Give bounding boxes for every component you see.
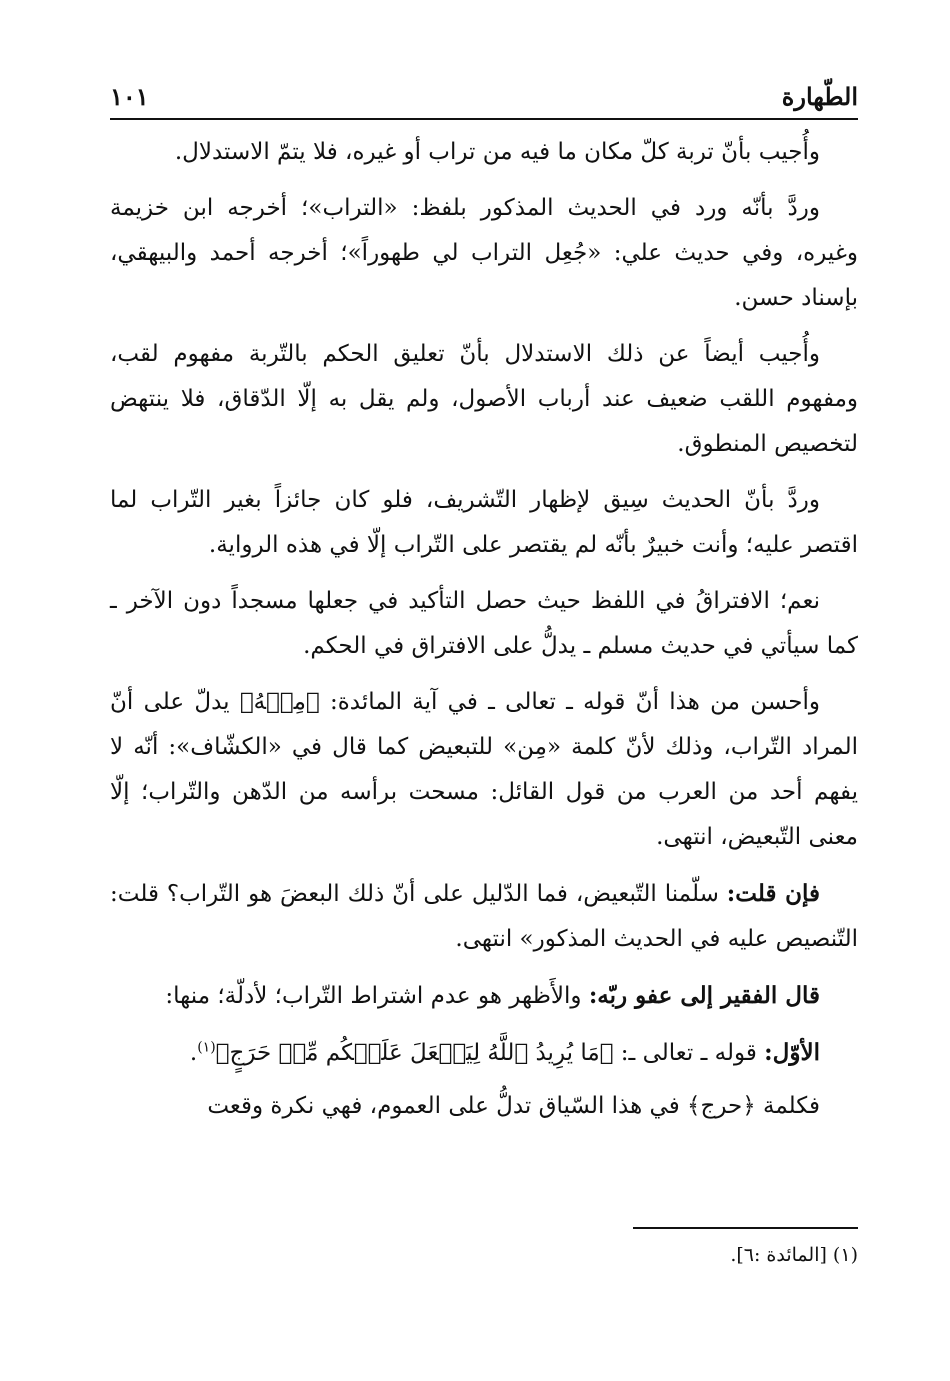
- paragraph: [110, 680, 858, 860]
- paragraph: [110, 332, 858, 467]
- paragraph-lead: قال الفقير إلى عفو ربّه:: [588, 982, 820, 1009]
- paragraph: [110, 871, 858, 962]
- paragraph: [110, 186, 858, 321]
- paragraph-text: فكلمة ﴿حرج﴾ في هذا السّياق تدلُّ على العموم، فهي نكرة وقعت: [207, 1093, 820, 1119]
- paragraph-text: وأُجيب بأنّ تربة كلّ مكان ما فيه من تراب أو غيره، فلا يتمّ الاستدلال.: [174, 139, 820, 165]
- paragraph-text: سلّمنا التّبعيض، فما الدّليل على أنّ ذلك البعضَ هو التّراب؟ قلت: التّنصيص عليه في الحديث المذكور» انتهى.: [110, 881, 858, 952]
- footnote: (١) [المائدة :٦].: [730, 1244, 858, 1266]
- paragraph: [110, 579, 858, 669]
- paragraph: [110, 130, 858, 175]
- page-number: ١٠١: [110, 82, 149, 111]
- chapter-title: الطّهارة: [781, 82, 858, 111]
- paragraph-text: نعم؛ الافتراقُ في اللفظ حيث حصل التأكيد في جعلها مسجداً دون الآخر ـ كما سيأتي في حديث مسلم ـ يدلُّ على الافتراق في الحكم.: [110, 588, 858, 659]
- paragraph-text: وردَّ بأنّ الحديث سِيق لإظهار التّشريف، فلو كان جائزاً بغير التّراب لما اقتصر عليه؛ وأنت خبيرٌ بأنّه لم يقتصر على التّراب إلّا في هذه الرواية.: [110, 487, 858, 558]
- paragraph: [110, 973, 858, 1019]
- paragraph-tail: .: [189, 1040, 198, 1066]
- page-header: [110, 82, 858, 116]
- paragraph-lead: فإن قلت:: [726, 880, 820, 907]
- paragraph-text: والأَظهر هو عدم اشتراط التّراب؛ لأدلّة؛ منها:: [165, 983, 589, 1009]
- paragraph: [110, 1030, 858, 1076]
- paragraph: [110, 1084, 858, 1129]
- header-divider: [110, 118, 858, 120]
- paragraph-lead: الأوّل:: [764, 1039, 820, 1066]
- footnote-marker: (١): [197, 1039, 216, 1056]
- footnote-divider: [633, 1227, 858, 1229]
- page-body: [110, 130, 858, 1140]
- paragraph-text: قوله ـ تعالى ـ: ﴿مَا يُرِيدُ ٱللَّهُ لِيَجۡعَلَ عَلَيۡكُم مِّنۡ حَرَجٍ﴾: [215, 1040, 765, 1066]
- paragraph-text: وأحسن من هذا أنّ قوله ـ تعالى ـ في آية المائدة: ﴿مِنۡهُ﴾ يدلّ على أنّ المراد التّراب، وذلك لأنّ كلمة «مِن» للتبعيض كما قال في «الكشّاف»: أنّه لا يفهم أحد من العرب من قول القائل: مسحت برأسه من الدّهن والتّراب؛ إلّا معنى التّبعيض، انتهى.: [110, 689, 858, 850]
- paragraph-text: وردَّ بأنّه ورد في الحديث المذكور بلفظ: «التراب»؛ أخرجه ابن خزيمة وغيره، وفي حديث علي: «جُعِل التراب لي طهوراً»؛ أخرجه أحمد والبيهقي، بإسناد حسن.: [110, 195, 858, 311]
- paragraph: [110, 478, 858, 568]
- paragraph-text: وأُجيب أيضاً عن ذلك الاستدلال بأنّ تعليق الحكم بالتّربة مفهوم لقب، ومفهوم اللقب ضعيف عند أرباب الأصول، ولم يقل به إلّا الدّقاق، فلا ينتهض لتخصيص المنطوق.: [110, 341, 858, 457]
